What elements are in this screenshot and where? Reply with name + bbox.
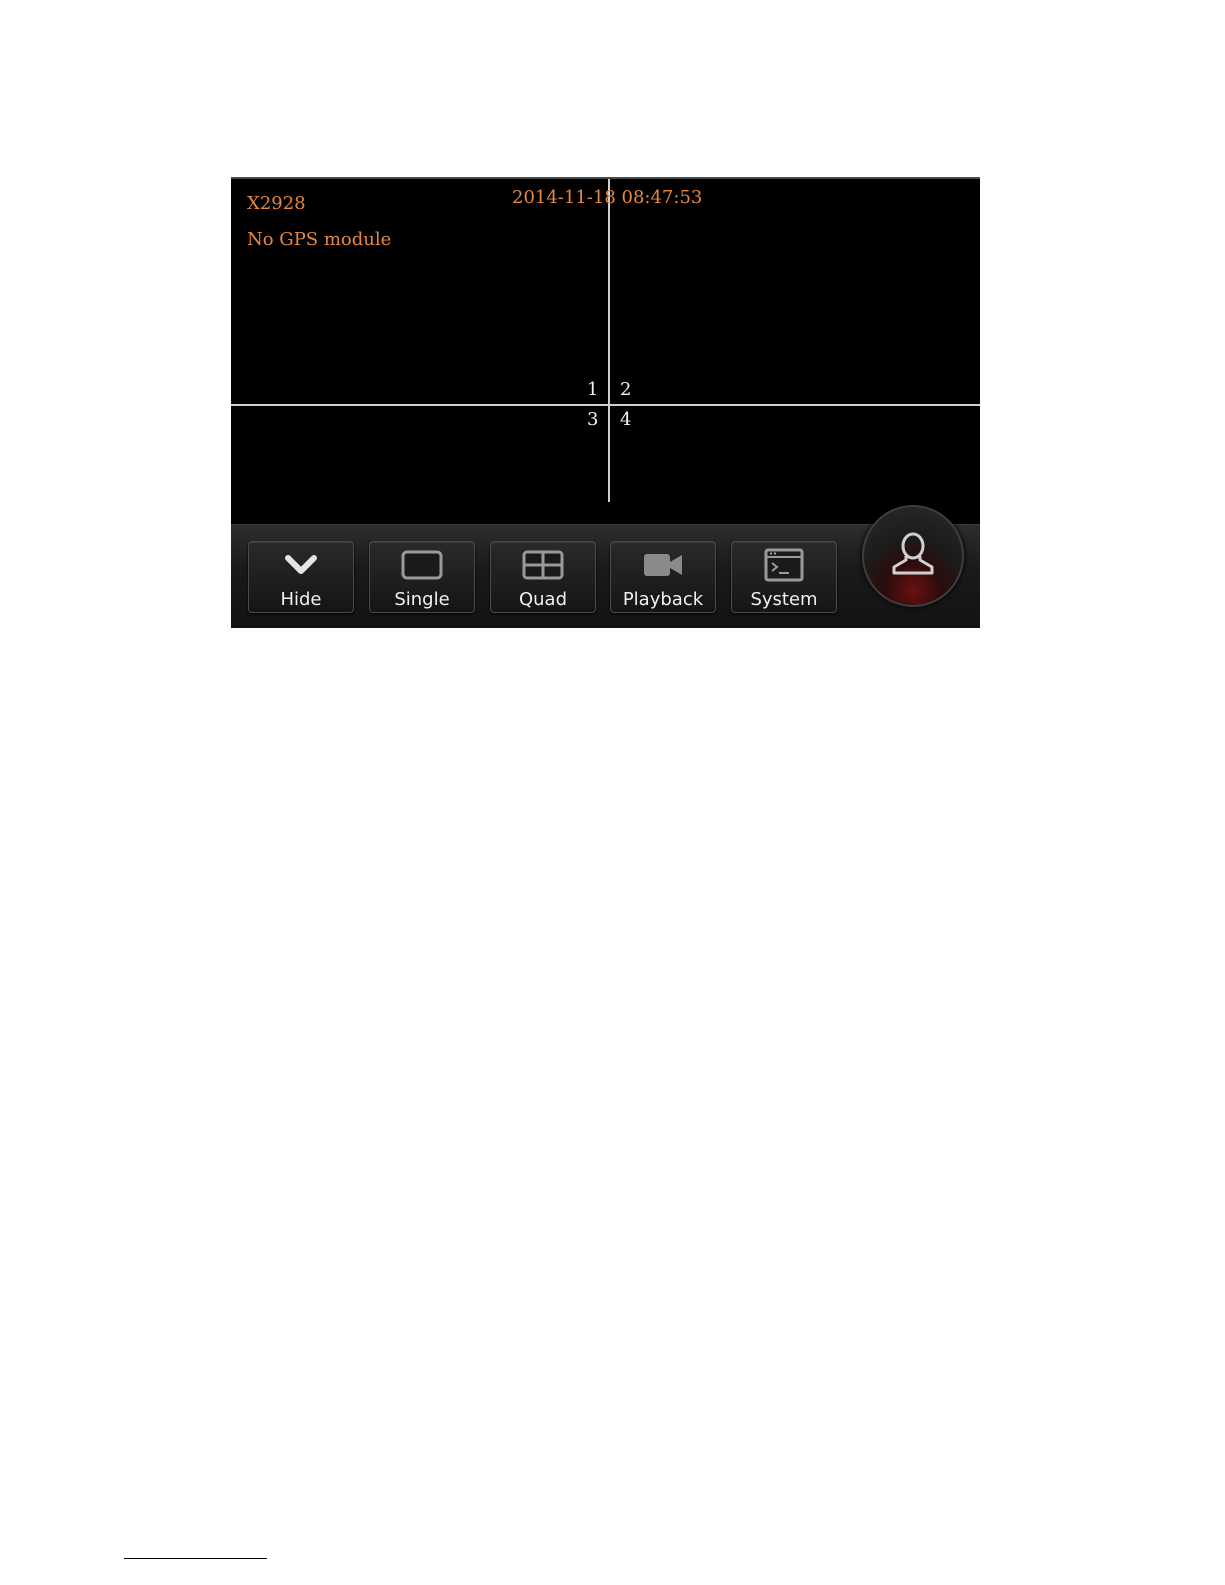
quad-view-button[interactable]	[490, 541, 596, 613]
hide-button-label: Hide	[280, 589, 322, 610]
playback-label: Playback	[622, 589, 704, 610]
terminal-icon	[732, 548, 836, 582]
single-view-label: Single	[394, 589, 450, 610]
chevron-down-icon	[249, 548, 353, 582]
quad-view-icon	[491, 548, 595, 582]
channel-number-1: 1	[587, 379, 599, 400]
dvr-screen	[231, 177, 980, 628]
channel-number-3: 3	[587, 409, 599, 430]
channel-number-4: 4	[620, 409, 632, 430]
video-camera-icon	[611, 548, 715, 582]
footnote-separator	[124, 1558, 267, 1559]
single-view-button[interactable]	[369, 541, 475, 613]
single-view-icon	[370, 548, 474, 582]
playback-button[interactable]	[610, 541, 716, 613]
grid-divider-horizontal	[231, 404, 980, 406]
video-grid[interactable]	[231, 179, 980, 502]
grid-divider-vertical	[608, 179, 610, 502]
quad-view-label: Quad	[518, 589, 568, 610]
system-label: System	[750, 589, 818, 610]
hide-button[interactable]	[248, 541, 354, 613]
channel-number-2: 2	[620, 379, 632, 400]
user-button[interactable]	[862, 505, 964, 607]
plate-number: X2928	[247, 193, 306, 214]
system-button[interactable]	[731, 541, 837, 613]
gps-status: No GPS module	[247, 229, 392, 250]
datetime-display: 2014-11-18 08:47:53	[512, 187, 703, 208]
user-icon	[888, 529, 938, 584]
